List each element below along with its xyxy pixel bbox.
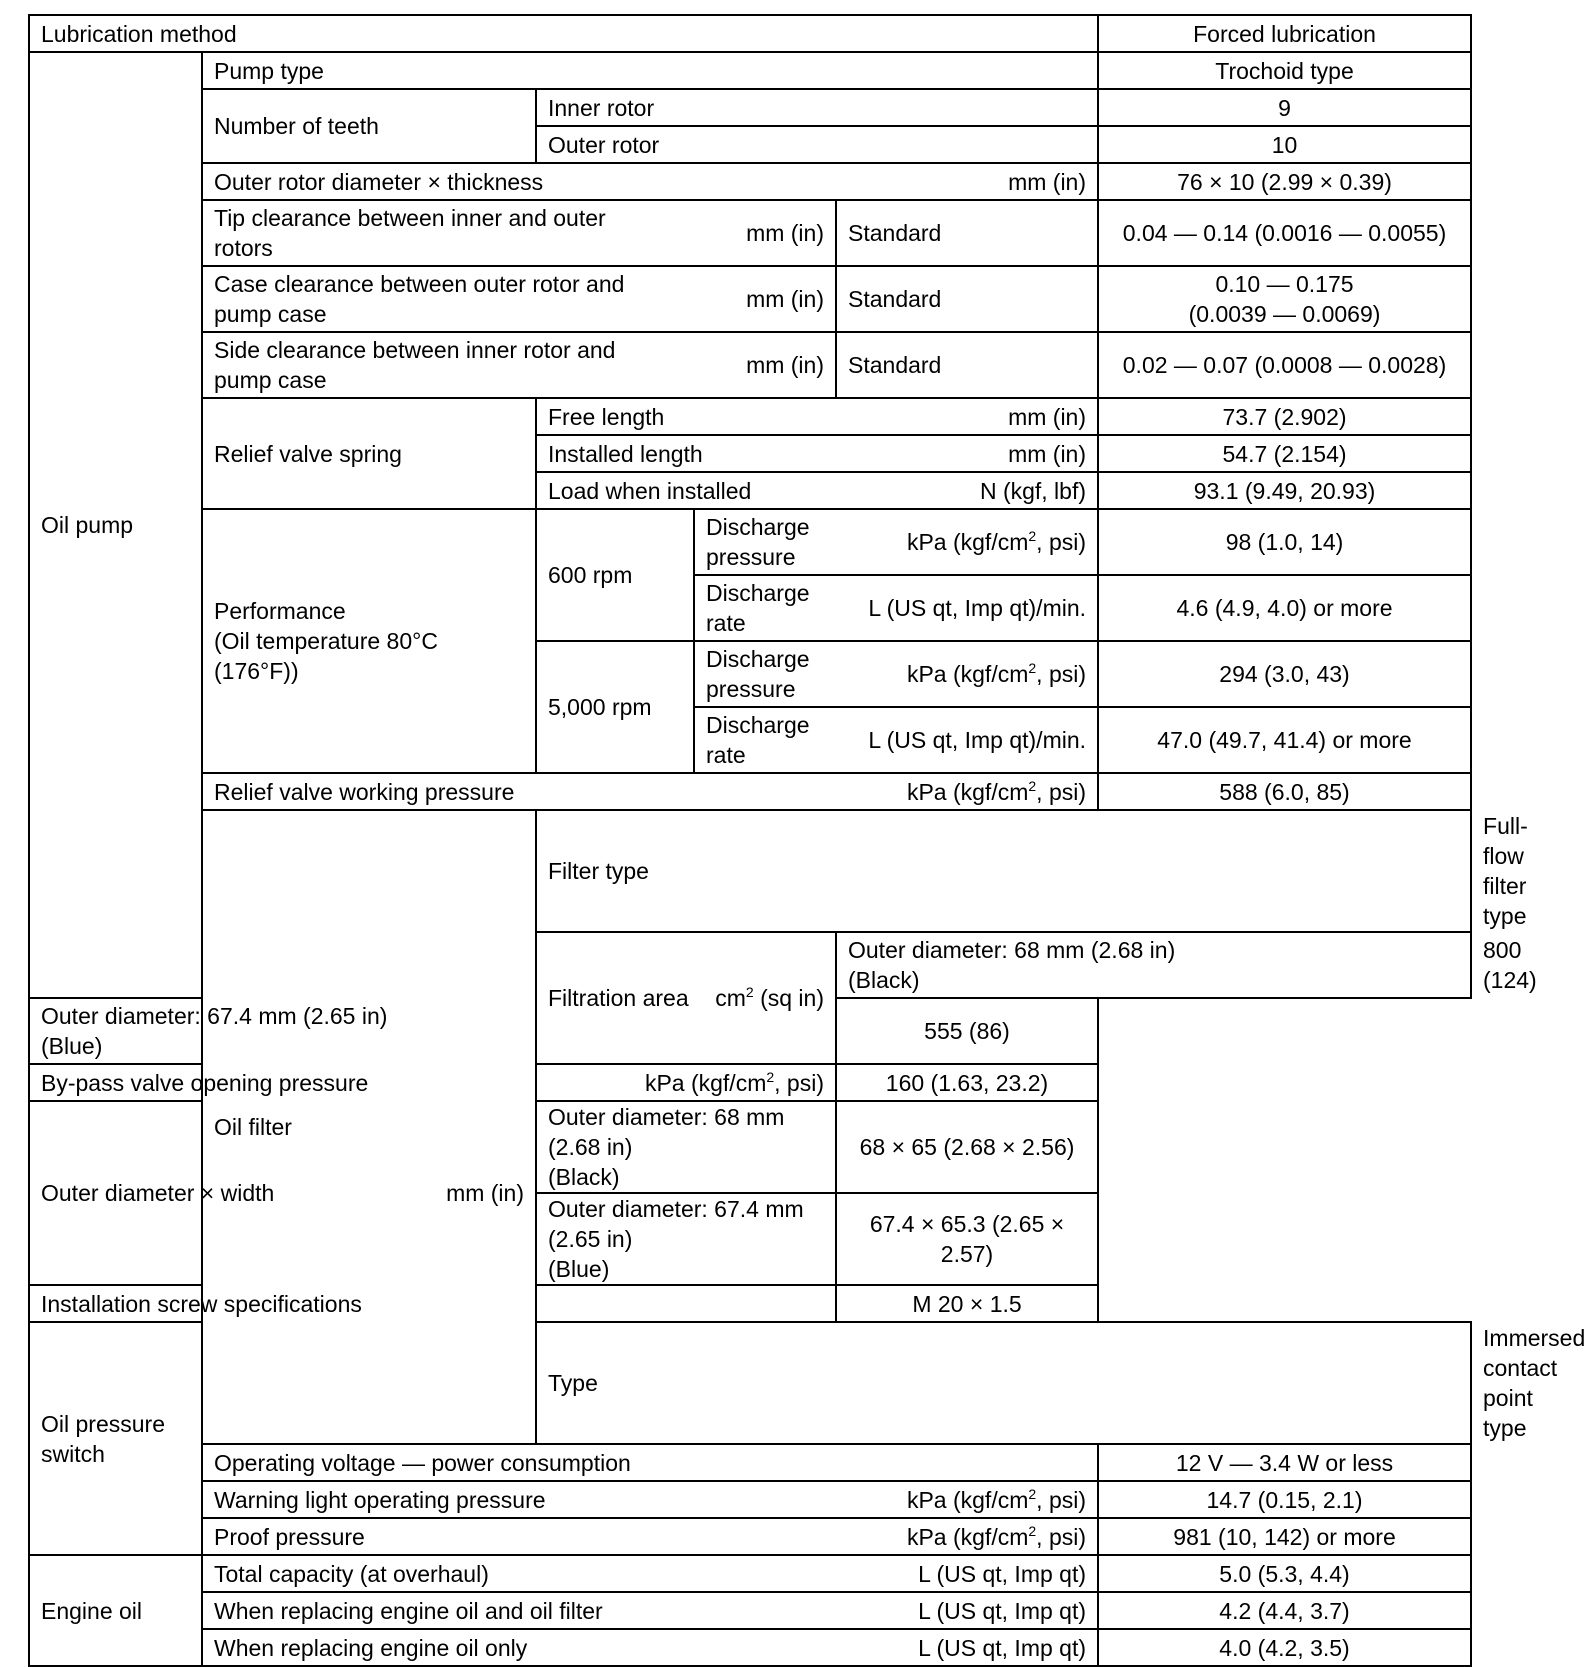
- unit-text: , psi): [1036, 1486, 1087, 1513]
- rpm-600-rate-cell: [694, 575, 1098, 641]
- outer-diameter-text: Outer diameter: 68 mm (2.68 in): [548, 1104, 785, 1160]
- oil-filter-replace-cell: [202, 1592, 1098, 1629]
- unit-text: kPa (kgf/cm: [644, 1069, 767, 1096]
- unit-superscript: 2: [1028, 777, 1037, 794]
- rpm-5000-pressure-cell: [694, 641, 1098, 707]
- warning-pressure-value: 14.7 (0.15, 2.1): [1098, 1481, 1471, 1518]
- total-capacity-value: 5.0 (5.3, 4.4): [1098, 1555, 1471, 1592]
- discharge-word: Discharge: [706, 514, 810, 540]
- screw-spec-value: M 20 × 1.5: [836, 1285, 1098, 1322]
- table-row: [29, 266, 1471, 332]
- outer-diameter-text: Outer diameter: 67.4 mm (2.65 in): [548, 1196, 804, 1252]
- case-clearance-label: Case clearance between outer rotor and pump case: [214, 271, 625, 327]
- rpm-5000-rate-value: 47.0 (49.7, 41.4) or more: [1098, 707, 1471, 773]
- unit-text: , psi): [1036, 529, 1087, 555]
- bypass-cell: [29, 1064, 836, 1101]
- table-row: [29, 332, 1471, 398]
- table-row: [29, 1481, 1471, 1518]
- table-row: Oil filter Filter type Full-flow filter type: [29, 810, 1471, 932]
- oil-only-replace-label: When replacing engine oil only: [214, 1634, 528, 1661]
- filtration-area-unit: [703, 983, 824, 1013]
- relief-valve-spring-label: Relief valve spring: [202, 398, 536, 509]
- unit-superscript: 2: [1028, 1485, 1037, 1502]
- rpm-5000-pressure-label: [706, 644, 810, 704]
- table-row: [29, 200, 1471, 266]
- tip-clearance-unit: mm (in): [746, 220, 824, 246]
- color-text: (Blue): [41, 1033, 103, 1059]
- discharge-word: Discharge: [706, 580, 810, 606]
- rpm-5000-rate-unit: L (US qt, Imp qt)/min.: [868, 727, 1087, 753]
- side-clearance-unit: mm (in): [746, 352, 824, 378]
- tip-clearance-cell: [202, 200, 836, 266]
- rotor-dimension-label: Outer rotor diameter × thickness: [214, 168, 544, 195]
- oil-filter-replace-unit: L (US qt, Imp qt): [918, 1597, 1087, 1624]
- table-row: [29, 1064, 1471, 1101]
- warning-pressure-unit: [895, 1485, 1086, 1515]
- case-clearance-cell: [202, 266, 836, 332]
- table-row: Oil pressure switch Type Immersed contact point type: [29, 1322, 1471, 1444]
- lubrication-spec-table: [28, 14, 1585, 1667]
- installed-length-label: Installed length: [548, 440, 703, 467]
- total-capacity-unit: L (US qt, Imp qt): [918, 1560, 1087, 1587]
- unit-text: , psi): [1036, 661, 1087, 687]
- case-clearance-value-imperial: (0.0039 — 0.0069): [1188, 301, 1381, 327]
- rpm-600-rate-unit: L (US qt, Imp qt)/min.: [868, 595, 1087, 621]
- oil-pump-group: Oil pump: [29, 52, 202, 998]
- table-row: [29, 398, 1471, 435]
- proof-pressure-value: 981 (10, 142) or more: [1098, 1518, 1471, 1555]
- load-installed-unit: N (kgf, lbf): [979, 477, 1087, 504]
- outer-rotor-label: Outer rotor: [536, 126, 1098, 163]
- screw-spec-label: Installation screw specifications: [29, 1285, 836, 1322]
- filter-type-label: Filter type: [536, 810, 1471, 932]
- filtration-black-label: [836, 932, 1471, 998]
- rpm-600-rate-label: [706, 578, 810, 638]
- dimension-black-value: 68 × 65 (2.68 × 2.56): [836, 1101, 1098, 1193]
- warning-pressure-cell: [202, 1481, 1098, 1518]
- switch-type-label: Type: [536, 1322, 1471, 1444]
- oil-only-replace-unit: L (US qt, Imp qt): [918, 1634, 1087, 1661]
- table-row: [29, 1629, 1471, 1666]
- table-row: [29, 52, 1471, 89]
- pressure-switch-title: Oil pressure: [41, 1410, 165, 1437]
- performance-oil-temp: (Oil temperature 80°C: [214, 628, 438, 654]
- unit-text: kPa (kgf/cm: [906, 1523, 1029, 1550]
- load-installed-value: 93.1 (9.49, 20.93): [1098, 472, 1471, 509]
- dimension-blue-value: 67.4 × 65.3 (2.65 × 2.57): [836, 1193, 1098, 1285]
- unit-superscript: 2: [1028, 528, 1037, 544]
- unit-text: kPa (kgf/cm: [906, 661, 1029, 687]
- total-capacity-label: Total capacity (at overhaul): [214, 1560, 489, 1587]
- filter-dimension-unit: mm (in): [446, 1180, 524, 1206]
- rpm-5000-label: 5,000 rpm: [536, 641, 694, 773]
- unit-superscript: 2: [766, 1068, 775, 1085]
- relief-pressure-label: Relief valve working pressure: [214, 778, 515, 805]
- rpm-600-pressure-label: [706, 512, 810, 572]
- oil-filter-group: Oil filter: [202, 810, 536, 1444]
- relief-pressure-cell: [202, 773, 1098, 810]
- load-installed-label: Load when installed: [548, 477, 752, 504]
- case-clearance-value-cell: [1098, 266, 1471, 332]
- table-row: [29, 163, 1471, 200]
- unit-superscript: 2: [745, 984, 754, 1000]
- outer-diameter-text: Outer diameter: 68 mm (2.68 in): [848, 937, 1176, 963]
- side-clearance-value: 0.02 — 0.07 (0.0008 — 0.0028): [1098, 332, 1471, 398]
- pressure-switch-title-2: switch: [41, 1440, 105, 1467]
- total-capacity-cell: [202, 1555, 1098, 1592]
- inner-rotor-label: Inner rotor: [536, 89, 1098, 126]
- oil-filter-replace-label: When replacing engine oil and oil filter: [214, 1597, 603, 1624]
- unit-text: , psi): [1036, 1523, 1087, 1550]
- case-clearance-condition: Standard: [836, 266, 1098, 332]
- tip-clearance-label: Tip clearance between inner and outer rotors: [214, 205, 606, 261]
- relief-pressure-value: 588 (6.0, 85): [1098, 773, 1471, 810]
- pressure-switch-group: [29, 1322, 202, 1555]
- lubrication-method-value: Forced lubrication: [1098, 15, 1471, 52]
- table-row: [29, 1285, 1471, 1322]
- rpm-5000-rate-label: [706, 710, 810, 770]
- bypass-value: 160 (1.63, 23.2): [836, 1064, 1098, 1101]
- filter-dimension-label: Outer diameter × width: [41, 1180, 275, 1206]
- unit-superscript: 2: [1028, 1522, 1037, 1539]
- proof-pressure-label: Proof pressure: [214, 1523, 365, 1550]
- free-length-unit: mm (in): [1008, 403, 1087, 430]
- performance-label: Performance: [214, 598, 346, 624]
- free-length-value: 73.7 (2.902): [1098, 398, 1471, 435]
- outer-diameter-text: Outer diameter: 67.4 mm (2.65 in): [41, 1003, 388, 1029]
- unit-text: (sq in): [753, 985, 824, 1011]
- warning-pressure-label: Warning light operating pressure: [214, 1486, 546, 1513]
- unit-text: cm: [715, 985, 746, 1011]
- load-installed-cell: [536, 472, 1098, 509]
- rpm-5000-pressure-value: 294 (3.0, 43): [1098, 641, 1471, 707]
- proof-pressure-unit: [895, 1522, 1086, 1552]
- filtration-area-label: Filtration area: [548, 985, 689, 1011]
- rpm-600-pressure-value: 98 (1.0, 14): [1098, 509, 1471, 575]
- filtration-blue-value: 555 (86): [836, 998, 1098, 1064]
- table-row: [29, 1518, 1471, 1555]
- unit-text: , psi): [774, 1069, 824, 1096]
- tip-clearance-value: 0.04 — 0.14 (0.0016 — 0.0055): [1098, 200, 1471, 266]
- engine-oil-group: Engine oil: [29, 1555, 202, 1666]
- bypass-unit: [633, 1068, 824, 1098]
- rpm-5000-pressure-unit: [895, 659, 1086, 689]
- side-clearance-label: Side clearance between inner rotor and pump case: [214, 337, 616, 393]
- voltage-label: Operating voltage — power consumption: [202, 1444, 1098, 1481]
- free-length-label: Free length: [548, 403, 665, 430]
- oil-filter-replace-value: 4.2 (4.4, 3.7): [1098, 1592, 1471, 1629]
- rpm-600-rate-value: 4.6 (4.9, 4.0) or more: [1098, 575, 1471, 641]
- installed-length-value: 54.7 (2.154): [1098, 435, 1471, 472]
- oil-only-replace-value: 4.0 (4.2, 3.5): [1098, 1629, 1471, 1666]
- rate-word: rate: [706, 742, 746, 768]
- case-clearance-value: 0.10 — 0.175: [1215, 271, 1354, 297]
- bypass-label: By-pass valve opening pressure: [41, 1069, 369, 1096]
- table-row: [29, 1555, 1471, 1592]
- performance-label-cell: [202, 509, 536, 773]
- table-row: Filtration area $cm^2$ (sq in) Outer diameter: 68 mm (2.68 in) (Black) 800 (124): [29, 932, 1471, 998]
- color-text: (Blue): [548, 1256, 610, 1282]
- installed-length-cell: [536, 435, 1098, 472]
- color-text: (Black): [548, 1164, 620, 1190]
- discharge-word: Discharge: [706, 712, 810, 738]
- table-row: [29, 1592, 1471, 1629]
- lubrication-method-label: Lubrication method: [29, 15, 1098, 52]
- unit-text: , psi): [1036, 778, 1087, 805]
- pump-type-label: Pump type: [202, 52, 1098, 89]
- case-clearance-unit: mm (in): [746, 286, 824, 312]
- filtration-blue-label: [29, 998, 536, 1064]
- number-of-teeth-label: Number of teeth: [202, 89, 536, 163]
- tip-clearance-condition: Standard: [836, 200, 1098, 266]
- rpm-600-pressure-unit: [895, 527, 1086, 557]
- table-row: [29, 15, 1471, 52]
- rotor-dimension-cell: [202, 163, 1098, 200]
- unit-text: kPa (kgf/cm: [906, 529, 1029, 555]
- inner-rotor-value: 9: [1098, 89, 1471, 126]
- rate-word: rate: [706, 610, 746, 636]
- rotor-dimension-value: 76 × 10 (2.99 × 0.39): [1098, 163, 1471, 200]
- unit-text: kPa (kgf/cm: [906, 1486, 1029, 1513]
- pump-type-value: Trochoid type: [1098, 52, 1471, 89]
- color-text: (Black): [848, 967, 920, 993]
- rpm-600-label: 600 rpm: [536, 509, 694, 641]
- free-length-cell: [536, 398, 1098, 435]
- rpm-5000-rate-cell: [694, 707, 1098, 773]
- voltage-value: 12 V — 3.4 W or less: [1098, 1444, 1471, 1481]
- table-row: [29, 89, 1471, 126]
- oil-only-replace-cell: [202, 1629, 1098, 1666]
- dimension-blue-label: [536, 1193, 836, 1285]
- dimension-black-label: [536, 1101, 836, 1193]
- table-row: [29, 1444, 1471, 1481]
- installed-length-unit: mm (in): [1008, 440, 1087, 467]
- side-clearance-cell: [202, 332, 836, 398]
- rpm-600-pressure-cell: [694, 509, 1098, 575]
- outer-rotor-value: 10: [1098, 126, 1471, 163]
- relief-pressure-unit: [895, 777, 1086, 807]
- side-clearance-condition: Standard: [836, 332, 1098, 398]
- unit-superscript: 2: [1028, 660, 1037, 676]
- filtration-area-cell: [536, 932, 836, 1064]
- rotor-dimension-unit: mm (in): [1008, 168, 1087, 195]
- performance-oil-temp-f: (176°F)): [214, 658, 299, 684]
- unit-text: kPa (kgf/cm: [906, 778, 1029, 805]
- discharge-word: Discharge: [706, 646, 810, 672]
- table-row: [29, 773, 1471, 810]
- pressure-word: pressure: [706, 676, 796, 702]
- pressure-word: pressure: [706, 544, 796, 570]
- proof-pressure-cell: [202, 1518, 1098, 1555]
- table-row: [29, 509, 1471, 575]
